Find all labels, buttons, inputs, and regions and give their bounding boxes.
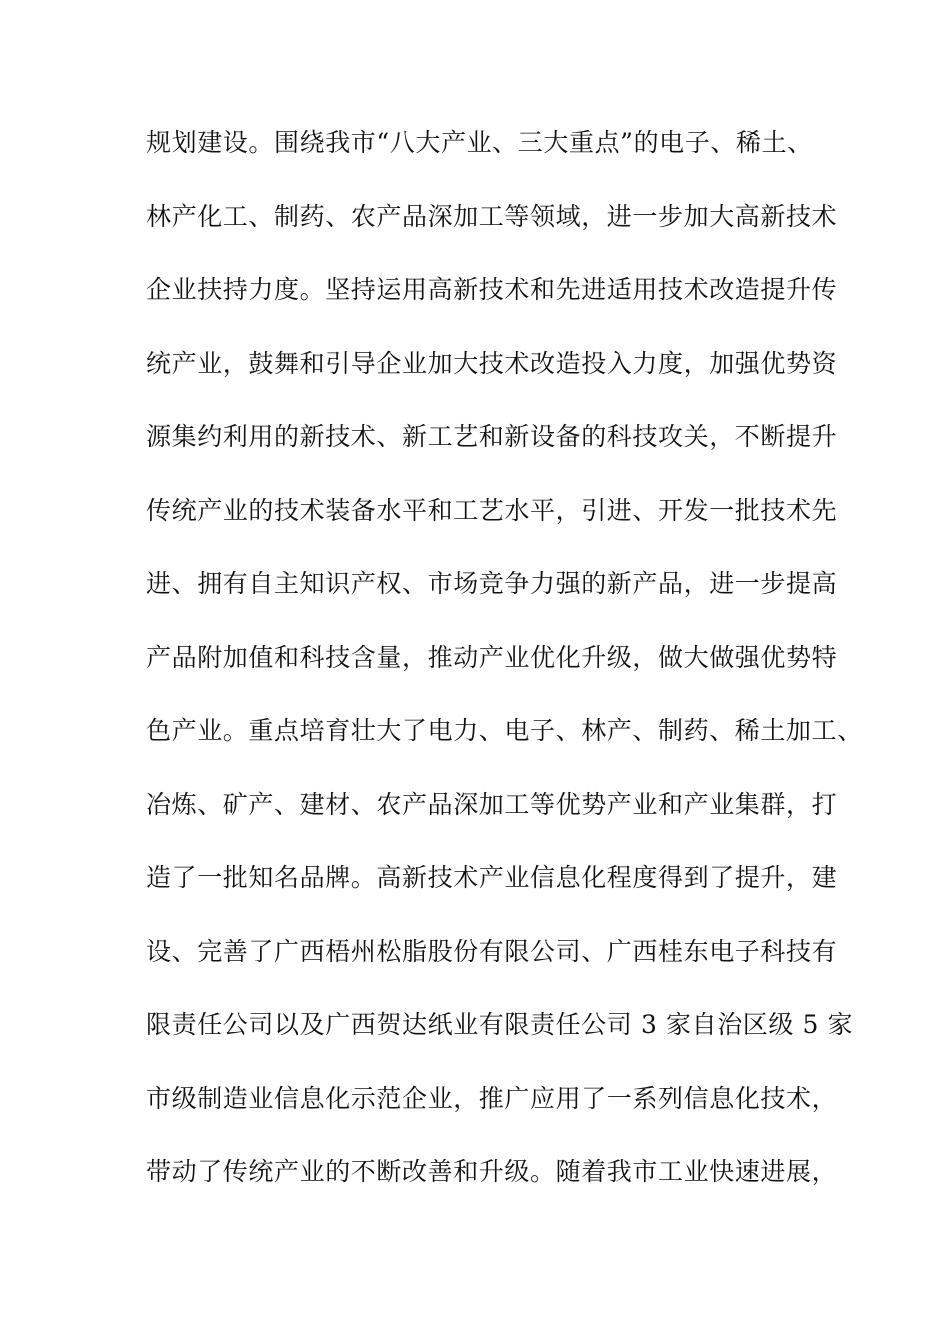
text-line: 规划建设。围绕我市“八大产业、三大重点”的电子、稀土、 xyxy=(146,128,813,157)
text-line: 市级制造业信息化示范企业，推广应用了一系列信息化技术， xyxy=(146,1083,838,1113)
text-line: 企业扶持力度。坚持运用高新技术和先进适用技术改造提升传 xyxy=(146,275,838,304)
text-line: 传统产业的技术装备水平和工艺水平，引进、开发一批技术先 xyxy=(146,495,838,525)
text-line: 统产业，鼓舞和引导企业加大技术改造投入力度，加强优势资 xyxy=(146,348,838,378)
text-line: 进、拥有自主知识产权、市场竞争力强的新产品，进一步提高 xyxy=(146,569,838,598)
text-line: 源集约利用的新技术、新工艺和新设备的科技攻关，不断提升 xyxy=(146,422,838,451)
text-line: 带动了传统产业的不断改善和升级。随着我市工业快速进展， xyxy=(146,1157,838,1186)
text-line: 色产业。重点培育壮大了电力、电子、林产、制药、稀土加工、 xyxy=(146,716,863,745)
text-line: 冶炼、矿产、建材、农产品深加工等优势产业和产业集群，打 xyxy=(146,789,838,819)
text-line: 设、完善了广西梧州松脂股份有限公司、广西桂东电子科技有 xyxy=(146,936,838,966)
text-line: 产品附加值和科技含量，推动产业优化升级，做大做强优势特 xyxy=(146,642,838,672)
text-line: 林产化工、制药、农产品深加工等领域，进一步加大高新技术 xyxy=(146,201,838,231)
text-line: 限责任公司以及广西贺达纸业有限责任公司 3 家自治区级 5 家 xyxy=(146,1010,854,1039)
text-line: 造了一批知名品牌。高新技术产业信息化程度得到了提升，建 xyxy=(146,863,838,892)
body-text xyxy=(146,128,863,1233)
